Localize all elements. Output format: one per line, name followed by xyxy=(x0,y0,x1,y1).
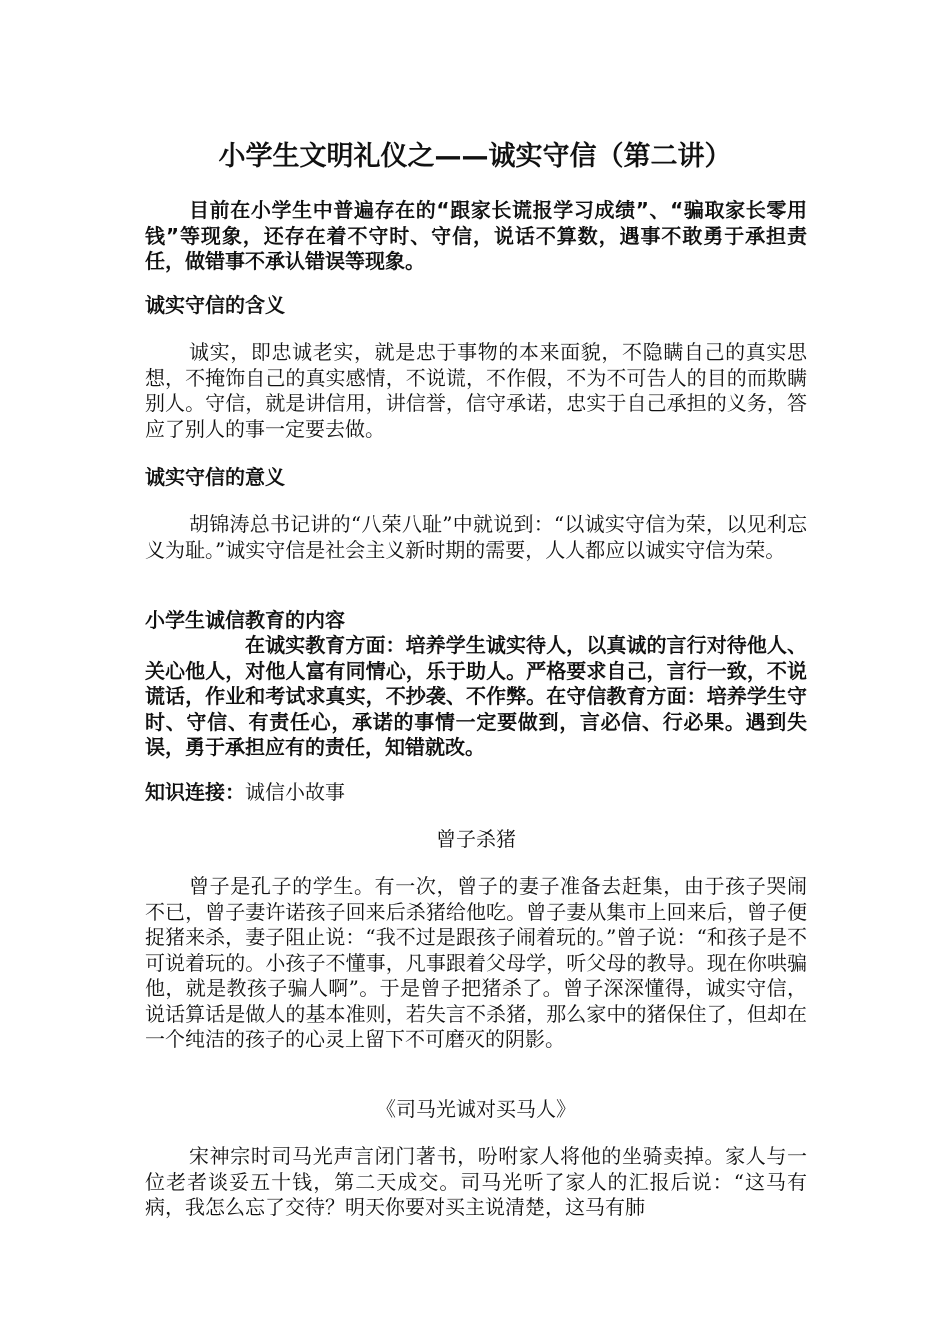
knowledge-label: 知识连接： xyxy=(145,780,245,804)
section-heading-content: 小学生诚信教育的内容 xyxy=(145,608,345,632)
story-title-zengzi: 曾子杀猪 xyxy=(436,827,516,851)
page-title: 小学生文明礼仪之——诚实守信（第二讲） xyxy=(218,141,732,172)
intro-paragraph: 目前在小学生中普遍存在的“跟家长谎报学习成绩”、“骗取家长零用钱”等现象，还存在着不守时、守信，说话不算数，遇事不敢勇于承担责任，做错事不承认错误等现象。 xyxy=(145,198,807,273)
section-heading-meaning: 诚实守信的含义 xyxy=(145,293,285,317)
section-body-meaning: 诚实，即忠诚老实，就是忠于事物的本来面貌，不隐瞒自己的真实思想，不掩饰自己的真实感情，不说谎，不作假，不为不可告人的目的而欺瞒别人。守信，就是讲信用，讲信誉，信守承诺，忠实于自己承担的义务，答应了别人的事一定要去做。 xyxy=(145,340,807,441)
section-body-significance: 胡锦涛总书记讲的“八荣八耻”中就说到：“以诚实守信为荣，以见利忘义为耻。”诚实守信是社会主义新时期的需要，人人都应以诚实守信为荣。 xyxy=(145,512,807,562)
knowledge-text: 诚信小故事 xyxy=(245,780,345,804)
section-body-content: 在诚实教育方面：培养学生诚实待人，以真诚的言行对待他人、关心他人，对他人富有同情心，乐于助人。严格要求自己，言行一致，不说谎话，作业和考试求真实，不抄袭、不作弊。在守信教育方面：培养学生守时、守信、有责任心，承诺的事情一定要做到，言必信、行必果。遇到失误，勇于承担应有的责任，知错就改。 xyxy=(145,633,807,759)
story-body-simaguang: 宋神宗时司马光声言闭门著书，吩咐家人将他的坐骑卖掉。家人与一位老者谈妥五十钱，第二天成交。司马光听了家人的汇报后说：“这马有病，我怎么忘了交待？明天你要对买主说清楚，这马有肺 xyxy=(145,1144,807,1219)
knowledge-link xyxy=(145,780,807,806)
story-title-simaguang: 《司马光诚对买马人》 xyxy=(376,1097,576,1121)
section-heading-significance: 诚实守信的意义 xyxy=(145,465,285,489)
story-body-zengzi: 曾子是孔子的学生。有一次，曾子的妻子准备去赶集，由于孩子哭闹不已，曾子妻许诺孩子回来后杀猪给他吃。曾子妻从集市上回来后，曾子便捉猪来杀，妻子阻止说：“我不过是跟孩子闹着玩的。”曾子说：“和孩子是不可说着玩的。小孩子不懂事，凡事跟着父母学，听父母的教导。现在你哄骗他，就是教孩子骗人啊”。于是曾子把猪杀了。曾子深深懂得，诚实守信，说话算话是做人的基本准则，若失言不杀猪，那么家中的猪保住了，但却在一个纯洁的孩子的心灵上留下不可磨灭的阴影。 xyxy=(145,874,807,1051)
